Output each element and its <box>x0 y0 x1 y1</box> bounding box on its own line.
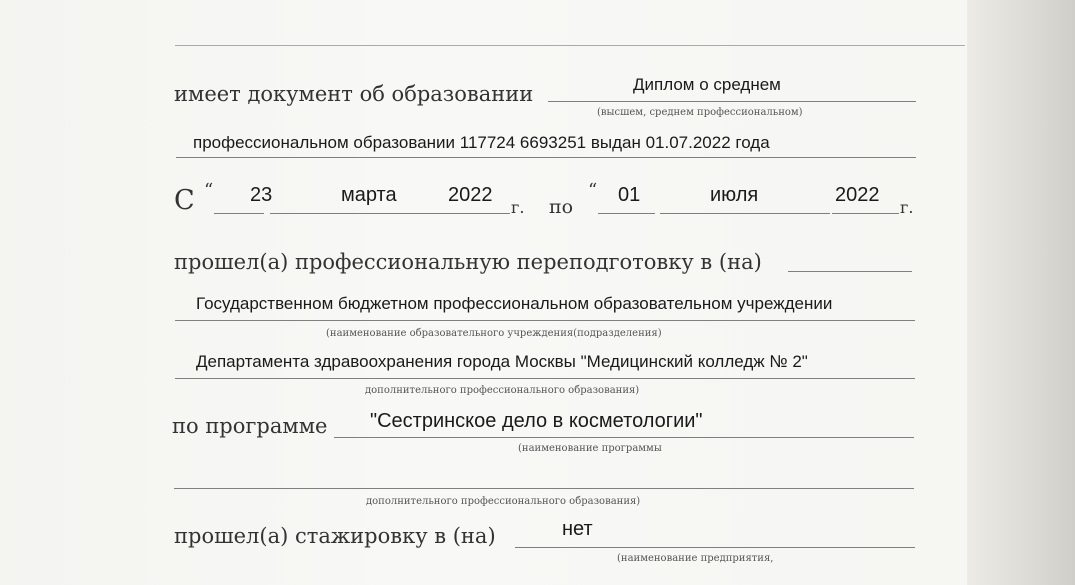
program-rule <box>334 437 914 438</box>
institution-caption-1: (наименование образовательного учреждения(подразделения) <box>326 328 662 339</box>
internship-label: прошел(а) стажировку в (на) <box>174 524 496 548</box>
education-doc-caption: (высшем, среднем профессиональном) <box>597 107 803 118</box>
education-doc-label: имеет документ об образовании <box>174 82 534 106</box>
program-label: по программе <box>172 414 328 438</box>
retraining-label: прошел(а) профессиональную переподготовку в (на) <box>174 250 762 274</box>
start-year-rule <box>445 213 510 214</box>
program-caption-1: (наименование программы <box>518 443 662 454</box>
top-rule <box>175 45 965 46</box>
internship-rule <box>515 547 915 548</box>
education-doc-details-rule <box>176 157 916 158</box>
start-year-suffix: г. <box>511 198 525 217</box>
end-day: 01 <box>618 184 641 206</box>
start-quote: “ <box>204 180 214 201</box>
internship-value: нет <box>562 518 593 540</box>
start-month-rule <box>270 213 445 214</box>
institution-line-1-rule <box>175 320 915 321</box>
start-day-rule <box>214 213 264 214</box>
to-label: по <box>549 196 574 218</box>
program-caption-2: дополнительного профессионального образования) <box>366 496 641 507</box>
end-quote: “ <box>588 180 598 201</box>
institution-line-1: Государственном бюджетном профессиональном образовательном учреждении <box>196 294 833 313</box>
end-day-rule <box>598 213 655 214</box>
program-rule-2 <box>174 488 914 489</box>
education-doc-value: Диплом о среднем <box>633 75 781 94</box>
retraining-rule <box>788 271 912 272</box>
end-month: июля <box>710 184 759 206</box>
institution-line-2-rule <box>175 378 915 379</box>
education-doc-rule <box>548 101 916 102</box>
institution-line-2: Департамента здравоохранения города Москвы "Медицинский колледж № 2" <box>196 352 808 371</box>
internship-caption: (наименование предприятия, <box>617 553 774 564</box>
end-month-rule <box>660 213 830 214</box>
start-year: 2022 <box>448 184 493 206</box>
end-year: 2022 <box>835 184 880 206</box>
end-year-rule <box>832 213 899 214</box>
end-year-suffix: г. <box>900 198 914 217</box>
start-day: 23 <box>250 184 273 206</box>
education-doc-details: профессиональном образовании 117724 6693251 выдан 01.07.2022 года <box>193 133 770 152</box>
institution-caption-2: дополнительного профессионального образования) <box>365 385 640 396</box>
page-edge <box>967 0 1075 585</box>
program-value: "Сестринское дело в косметологии" <box>370 410 703 432</box>
from-prefix: С <box>174 185 195 216</box>
start-month: марта <box>341 184 397 206</box>
